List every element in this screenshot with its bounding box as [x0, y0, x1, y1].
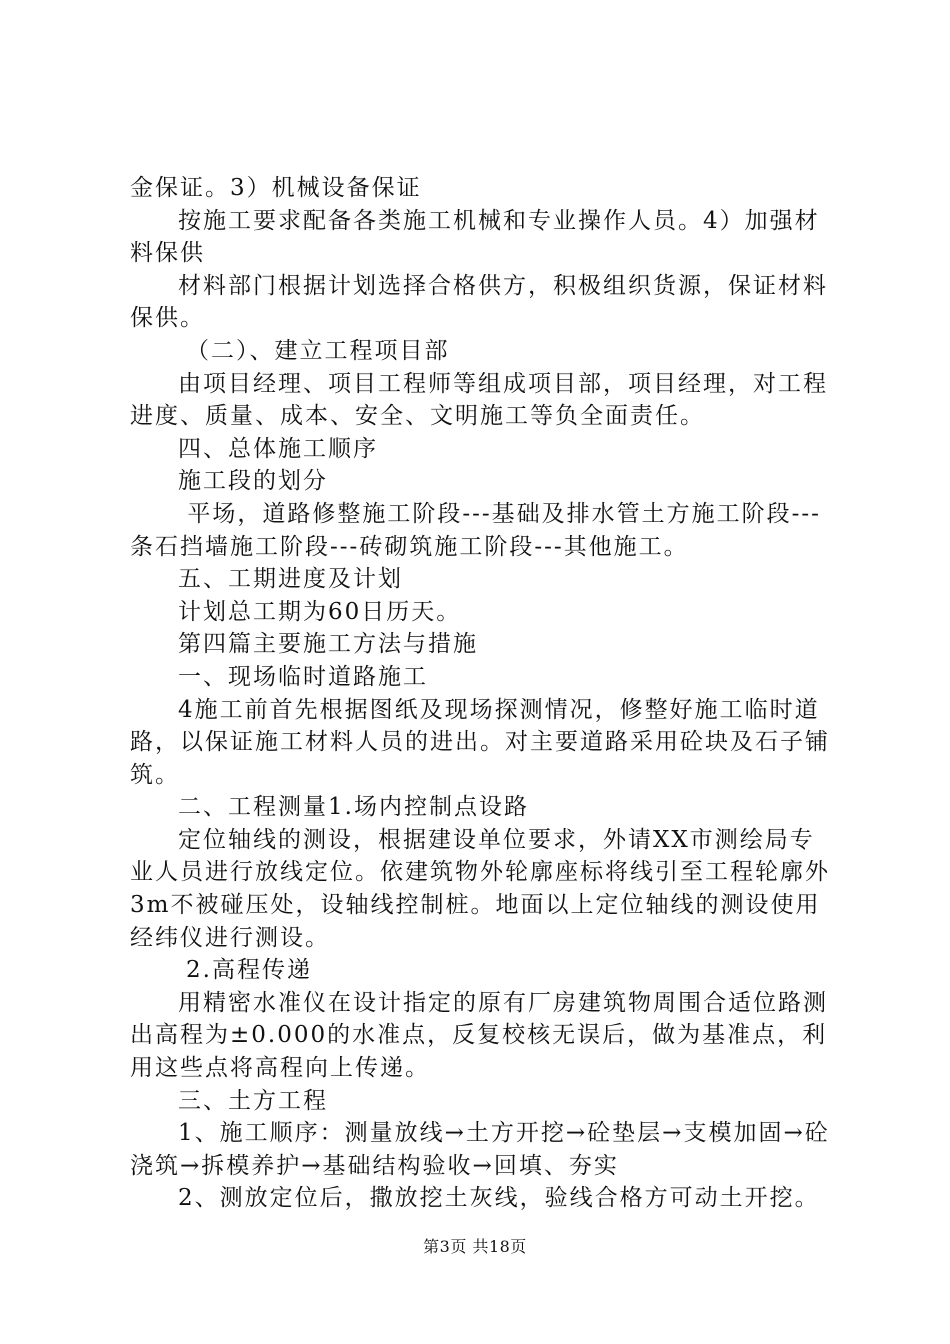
- paragraph: 4施工前首先根据图纸及现场探测情况，修整好施工临时道路，以保证施工材料人员的进出。对主要道路采用砼块及石子铺筑。: [130, 696, 830, 788]
- paragraph: 平场，道路修整施工阶段---基础及排水管土方施工阶段---条石挡墙施工阶段---砖砌筑施工阶段---其他施工。: [130, 500, 821, 560]
- paragraph: 2、测放定位后，撒放挖土灰线，验线合格方可动土开挖。: [178, 1185, 820, 1212]
- document-body: [130, 172, 835, 1215]
- paragraph: 按施工要求配备各类施工机械和专业操作人员。4）加强材料保供: [130, 207, 820, 267]
- section-heading: 二、工程测量1.场内控制点设路: [178, 794, 529, 821]
- subsection-heading: 2.高程传递: [186, 957, 312, 984]
- paragraph: 材料部门根据计划选择合格供方，积极组织货源，保证材料保供。: [130, 272, 828, 332]
- paragraph: 1、施工顺序：测量放线→土方开挖→砼垫层→支模加固→砼浇筑→拆模养护→基础结构验收→回填、夯实: [130, 1120, 830, 1179]
- section-heading: 四、总体施工顺序: [178, 435, 378, 462]
- section-heading: 三、土方工程: [178, 1087, 328, 1114]
- chapter-heading: 第四篇主要施工方法与措施: [178, 631, 478, 658]
- paragraph: 由项目经理、项目工程师等组成项目部，项目经理，对工程进度、质量、成本、安全、文明施工等负全面责任。: [130, 370, 828, 430]
- paragraph: 金保证。3）机械设备保证: [130, 175, 422, 201]
- paragraph: 定位轴线的测设，根据建设单位要求，外请XX市测绘局专业人员进行放线定位。依建筑物外轮廓座标将线引至工程轮廓外3m不被碰压处，设轴线控制桩。地面以上定位轴线的测设使用经纬仪进行测设。: [130, 826, 830, 951]
- paragraph: 用精密水准仪在设计指定的原有厂房建筑物周围合适位路测出高程为±0.000的水准点，反复校核无误后，做为基准点，利用这些点将高程向上传递。: [130, 989, 828, 1082]
- section-heading: （二）、建立工程项目部: [186, 337, 450, 364]
- page-number-footer: 第3页 共18页: [423, 1237, 527, 1256]
- section-heading: 五、工期进度及计划: [178, 566, 403, 593]
- subsection-heading: 施工段的划分: [178, 468, 328, 495]
- paragraph: 计划总工期为60日历天。: [178, 598, 462, 625]
- section-heading: 一、现场临时道路施工: [178, 663, 428, 690]
